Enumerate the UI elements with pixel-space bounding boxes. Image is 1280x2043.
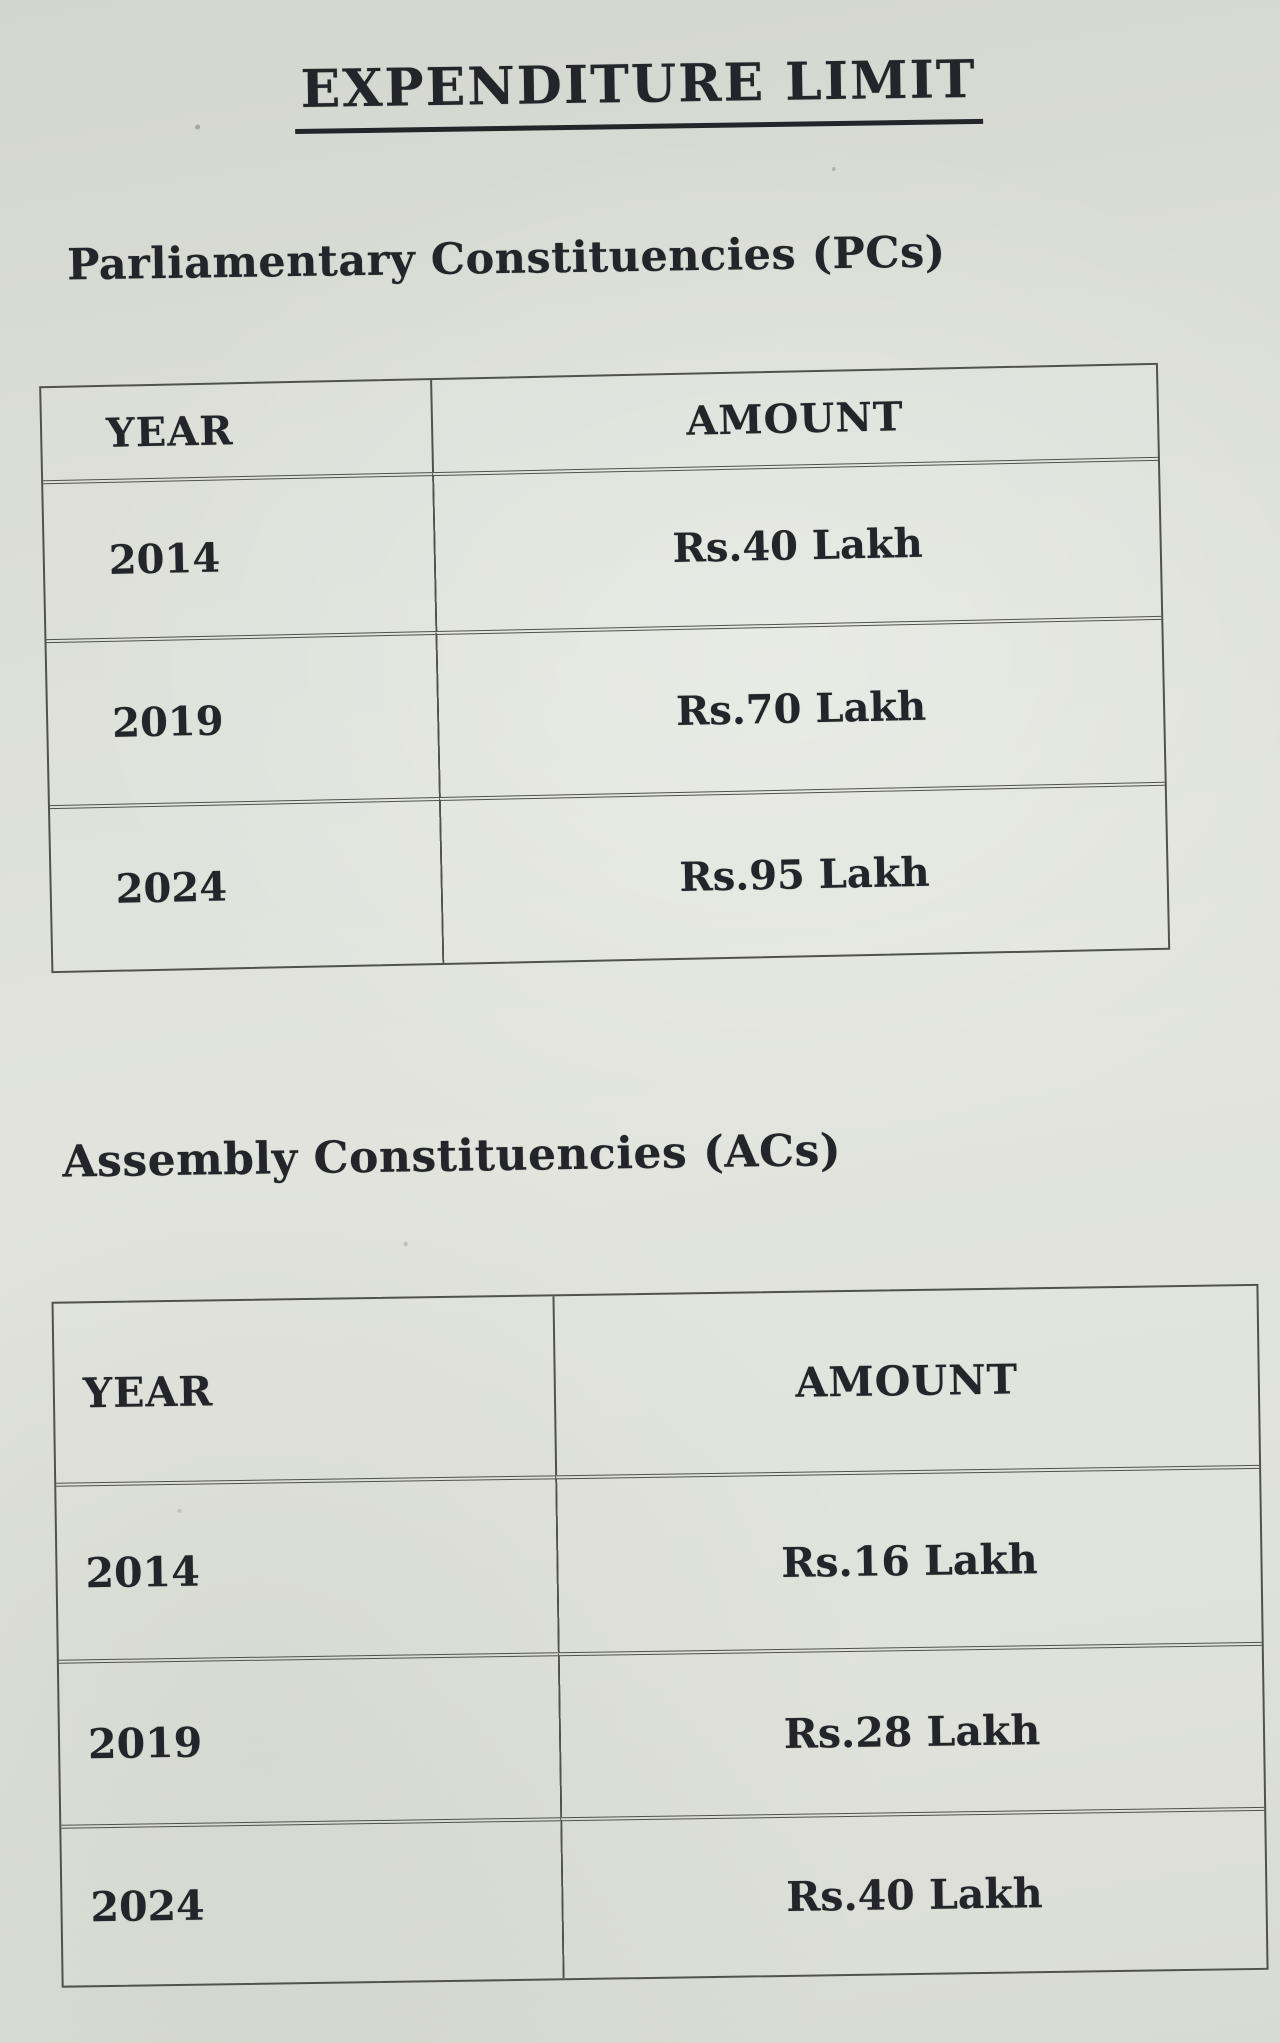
year-cell: 2019 (59, 1652, 560, 1824)
paper-speck (832, 167, 836, 171)
amount-cell: Rs.70 Lakh (435, 616, 1164, 797)
amount-header-cell: AMOUNT (430, 365, 1158, 472)
amount-cell: Rs.95 Lakh (439, 782, 1168, 963)
paper-speck (195, 124, 200, 129)
year-cell: 2014 (56, 1475, 558, 1659)
amount-header-cell: AMOUNT (552, 1286, 1259, 1475)
year-cell: 2014 (43, 472, 435, 639)
amount-cell: Rs.40 Lakh (560, 1807, 1266, 1978)
expenditure-table-acs (52, 1284, 1269, 1988)
year-cell: 2019 (46, 631, 438, 805)
year-cell: 2024 (61, 1817, 562, 1985)
amount-cell: Rs.28 Lakh (558, 1642, 1264, 1817)
section-heading-acs: Assembly Constituencies (ACs) (62, 1125, 842, 1188)
section-heading-pcs: Parliamentary Constituencies (PCs) (66, 227, 946, 291)
expenditure-table-pcs (39, 363, 1170, 973)
amount-cell: Rs.40 Lakh (432, 457, 1161, 631)
paper-speck (404, 1241, 408, 1246)
paper-speck (178, 1509, 182, 1513)
year-header-cell: YEAR (105, 406, 234, 457)
amount-cell: Rs.16 Lakh (555, 1465, 1262, 1652)
year-cell: 2024 (50, 797, 442, 971)
page-title: EXPENDITURE LIMIT (294, 49, 983, 134)
year-header-cell: YEAR (82, 1366, 214, 1417)
